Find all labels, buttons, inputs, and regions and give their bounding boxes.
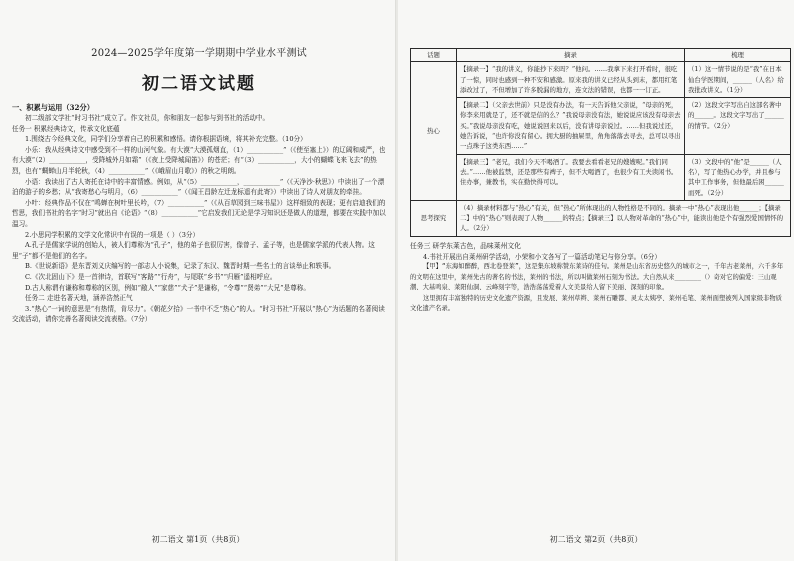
question-3: 3.“热心”一词的意思是“有热情，肯尽力”。《朝花夕拾》一书中不乏“热心”的人。“时习书社”开展以“热心”为话题的名著阅读交流活动，请你完善名著阅读交流表格。（7分） [12,304,385,324]
question-4: 4.书社开展出自莱州研学活动，小荣和小文各写了一篇活动笔记与你分享。（6分） [423,252,661,261]
handwritten-note-2: 这里拥有丰富独特的历史文化遗产资源，且发展、莱州草辫、莱州石雕都、灵太太姨亭、莱州毛笔、莱州面塑被列入国家级非物质文化遗产名录。 [410,294,782,313]
option-d: D.古人称谓有谦称和尊称的区别，例如“敝人”“家慈”“犬子”是谦称，“令尊”“贤弟”“大兄”是尊称。 [25,283,310,292]
note-3: （3）文段中的“他”是______（人名），写了他热心办学，并且参与其中工作事务，但他最后困______而死。（2分） [685,154,791,200]
table-header-topic: 话题 [411,49,457,62]
question-1-para-1: 小乐：我从经典诗文中感受到不一样的山河气象。有大漠“大漠孤烟直，（1）___________”（《使至塞上》）的辽阔和威严，也有大漠“（2）___________，受降城外月如霜”（《夜上受降城闻笛》）的苍茫；有“（3）___________，大小的蝴蝶飞来飞去”的热烈，也有“蜩蝉山月半轮秋，（4）___________”（《峨眉山月歌》）的秋之明朗。 [12,145,386,175]
reading-table [410,48,791,237]
task2-heading: 任务二 走进名著天地，涵养浩然正气 [25,294,133,303]
intro-text: 初二级部文学社“时习书社”成立了。作文社员，你和朋友一起参与到书社的活动中。 [25,114,270,122]
page-footer-left: 初二语文 第1页（共8页） [151,535,245,544]
table-row [411,62,791,98]
excerpt-3: 【摘录三】“老兄，我们今天不喝酒了。我要去看看老兄的嫂嫂呢。”我们同去。”……他被监禁，还是那些有裨子，但不大喝酒了，也很少有工夫读闲书。住办事，兼教书，实在勤快得可以。 [457,154,685,200]
paper-title: 初二语文试题 [142,74,256,94]
note-1: （1）这一情节说的是“我”在日本仙台学医期间，______（人名）给我批改讲义。（1分） [685,62,791,98]
option-c: C.《次北固山下》是一首律诗，首联写“客路”“行舟”，与尾联“乡书”“归雁”遥相呼应。 [25,272,277,281]
option-b: B.《世说新语》是东晋刘义庆编写的一部志人小说集，记录了东汉、魏晋时期一些名士的言谈举止和轶事。 [25,262,336,271]
task3-heading: 任务三 研学东莱古色，品味莱州文化 [410,241,521,250]
table-row [411,200,791,236]
question-1-para-3: 小叶：经典作品不仅在“鸣蝉在树叶里长吟，（7）___________”（《从百草园到三味书屋》）这样细致的表现；更有启迪我们的哲思，我们书社的名字“时习”就出自《论语》“（8）___________”它启发我们无论是学习知识还是做人的道理，都要在实践中加以温习。 [12,198,386,228]
exam-title: 2024—2025学年度第一学期期中学业水平测试 [91,48,307,59]
handwritten-note-1: 【甲】“东海如醉醉，西北卷登莱”，这是集东坡称赞东莱诗的佳句。莱州是山东省历史悠久的城市之一，千年古老莱州，六千多年的文明在这里中，莱州先古的著名的书法，莱州的书法，所以叫做莱州石刻为书法。大自然从来_______（）奇对它的偏爱：三山观潮、大基鸣泉、莱阳仙洞、云峰刻字等，浩浩荡荡爱着人文美景给人留下美丽、深刻的印象。 [410,263,784,292]
table-header-excerpt: 摘录 [457,49,685,62]
table-header-row [411,49,791,62]
table-header-notes: 梳理 [685,49,791,62]
note-2: （2）这段文字写出自这部名著中的______。这段文字写出了______的情节。（2分） [685,98,791,154]
question-1: 1.围绕古今经典文化，同学们分享着自己的积累和感悟。请你根据语境，将其补充完整。（10分） [25,135,307,144]
topic-cell: 热心 [411,62,457,201]
table-row [411,154,791,200]
table-row [411,98,791,154]
question-1-para-2: 小语：我读出了古人寄托在诗中的丰富情感。例如，从“（5）___________，___________”（《天净沙·秋思》）中读出了一个漂泊的游子的乡愁；从“我寄愁心与明月，（6）___________”（《闻王昌龄左迁龙标遥有此寄》）中读出了诗人对朋友的牵挂。 [12,177,385,197]
question-2: 2.小思同学积累的文学文化常识中有误的一项是（ ）（3分） [25,230,200,239]
option-a: A.孔子是儒家学说的创始人，被人们尊称为“孔子”，他的弟子也很厉害，像曾子、孟子等，也是儒家学派的代表人物。这里“子”都不是他们的名字。 [12,241,375,260]
excerpt-2: 【摘录二】（父亲去世前）只是没有办法，有一天告诉他父亲说，“母亲的死，你李来用就是了，还不就是信的么？”我说母亲没有法，她说说应该没有母亲去买。”我说母亲没有吃，她说说回来以后，没有讲母亲说过。……但我说过还，她告诉说，“也许你没有留心。拥大厨的抽屉里，角角落落去寻去，总可以寻出一点珠子这类东西……” [457,98,685,154]
left-page [0,0,396,561]
right-page [398,0,794,561]
excerpt-1: 【摘录一】“我的讲义，你能抄下来吗？”他问。……我拿下来打开看时，很吃了一惊，同时也感到一种不安和感激。原来我的讲义已经从头到末，都用红笔添改过了，不但增加了许多脱漏的地方，连文法的错误，也都一一订正。 [457,62,685,98]
think-topic-cell: 思考探究 [411,200,457,236]
section-heading: 一、积累与运用（32分） [12,103,94,112]
page-footer-right: 初二语文 第2页（共8页） [549,535,643,544]
note-4: （4）摘录材料都与“热心”有关，但“热心”所体现出的人物性格是不同的。摘录一中“热心”表现出他______；【摘录二】中的“热心”则表现了人物______的特点；【摘录三】以人物对革命的“热心”中，能读出他是个有强烈爱国情怀的人。（2分） [457,200,791,236]
task1-heading: 任务一 积累经典诗文，传承文化底蕴 [12,124,120,133]
